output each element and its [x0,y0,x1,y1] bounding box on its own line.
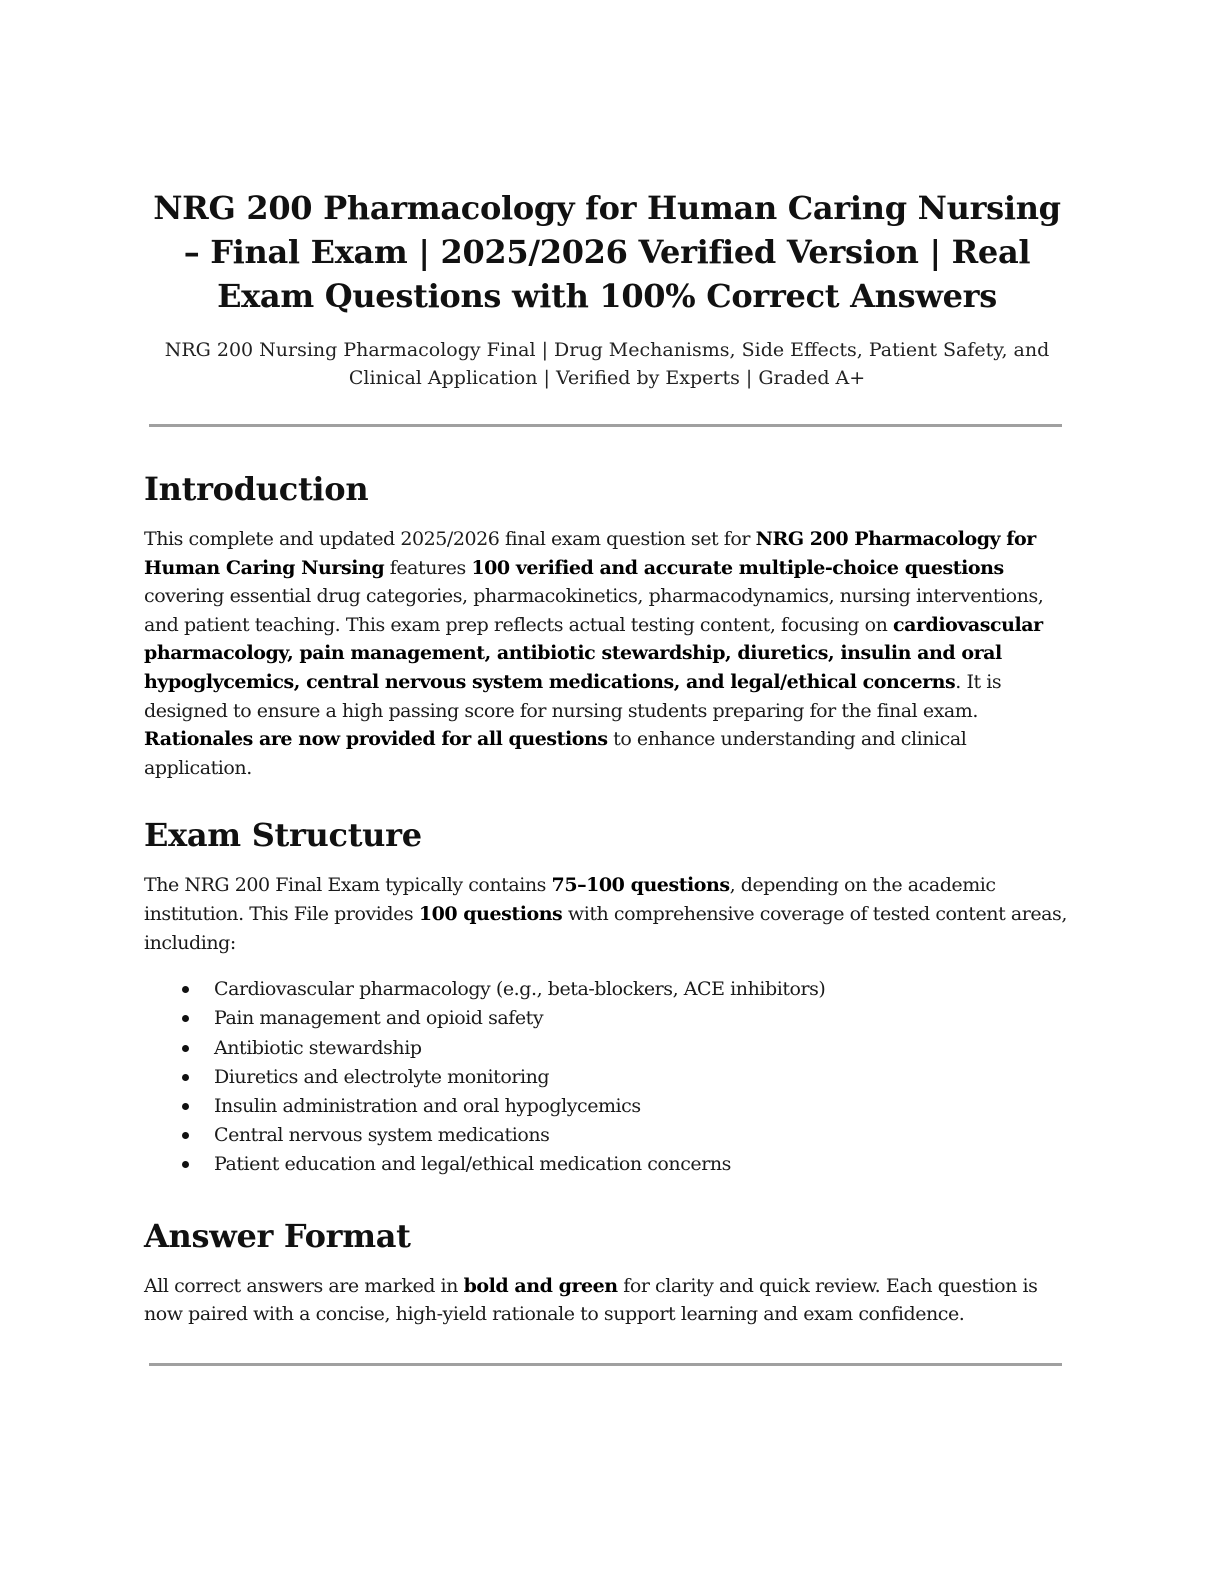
intro-text-3: covering essential drug categories, pharmacokinetics, pharmacodynamics, nursing interventions, and patient teaching. This exam prep reflects actual testing content, focusing on [144,585,1044,636]
structure-text-1: The NRG 200 Final Exam typically contains [144,874,552,897]
answer-text-2: for clarity and quick review. Each question is now paired with a concise, high-yield rationale to support learning and exam confidence. [144,1274,1038,1326]
answer-format-paragraph [144,1272,1070,1329]
top-divider [149,424,1062,427]
bullet-icon [182,986,189,993]
list-item: Central nervous system medications [144,1121,1070,1150]
bullet-icon [182,1103,189,1110]
bottom-divider [149,1363,1062,1366]
structure-bold-count: 100 questions [418,902,563,925]
topics-list [144,975,1070,1179]
list-item: Patient education and legal/ethical medication concerns [144,1150,1070,1179]
structure-text-2: , depending on the academic institution. This File provides [144,874,996,925]
list-item: Pain management and opioid safety [144,1004,1070,1033]
document-page [144,186,1070,1366]
intro-bold-course: NRG 200 Pharmacology for Human Caring Nursing [144,528,1036,579]
structure-text-3: with comprehensive coverage of tested content areas, including: [144,902,1067,954]
intro-text-4: . It is designed to ensure a high passing score for nursing students preparing for the final exam. [144,670,1002,722]
list-item: Insulin administration and oral hypoglycemics [144,1092,1070,1121]
intro-bold-topics: cardiovascular pharmacology, pain management, antibiotic stewardship, diuretics, insulin and oral hypoglycemics, central nervous system medications, and legal/ethical concerns [144,613,1043,693]
document-title: NRG 200 Pharmacology for Human Caring Nursing – Final Exam | 2025/2026 Verified Version | Real Exam Questions with 100% Correct Answers [153,189,1061,315]
intro-bold-rationales: Rationales are now provided for all questions [144,728,608,751]
structure-bold-range: 75–100 questions [551,874,730,897]
intro-text-5: to enhance understanding and clinical application. [144,728,967,779]
exam-structure-paragraph [144,871,1070,957]
answer-format-heading: Answer Format [144,1216,411,1255]
bullet-icon [182,1015,189,1022]
bullet-icon [182,1132,189,1139]
exam-structure-heading: Exam Structure [144,816,422,855]
intro-text-1: This complete and updated 2025/2026 final exam question set for [144,528,756,550]
answer-text-1: All correct answers are marked in [144,1274,464,1297]
introduction-paragraph [144,525,1070,782]
bullet-icon [182,1161,189,1168]
intro-text-2: features [384,556,472,579]
introduction-heading: Introduction [144,470,369,508]
list-item: Cardiovascular pharmacology (e.g., beta-blockers, ACE inhibitors) [144,975,1070,1004]
document-subtitle: NRG 200 Nursing Pharmacology Final | Drug Mechanisms, Side Effects, Patient Safety, and Clinical Application | Verified by Experts | Graded A+ [164,339,1050,389]
intro-bold-questions: 100 verified and accurate multiple-choice questions [471,556,1004,579]
list-item: Antibiotic stewardship [144,1034,1070,1063]
list-item: Diuretics and electrolyte monitoring [144,1063,1070,1092]
answer-bold-green: bold and green [463,1274,618,1297]
bullet-icon [182,1074,189,1081]
bullet-icon [182,1045,189,1052]
